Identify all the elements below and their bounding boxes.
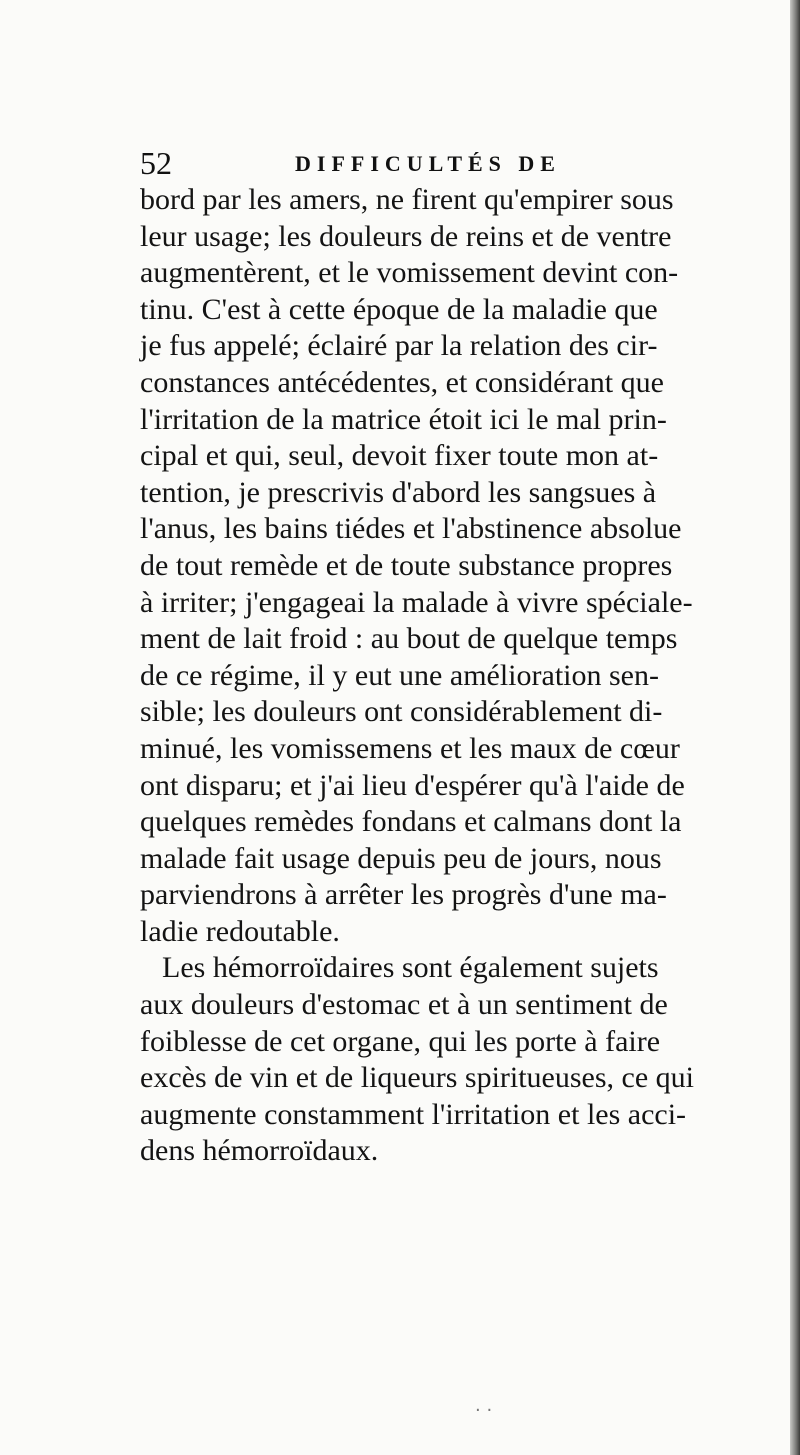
- text-line: cipal et qui, seul, devoit fixer toute mon at-: [140, 439, 659, 473]
- text-line: tention, je prescrivis d'abord les sangsues à: [140, 475, 657, 509]
- text-line: tinu. C'est à cette époque de la maladie que: [140, 292, 658, 326]
- page-number: 52: [140, 145, 172, 181]
- text-line: ment de lait froid : au bout de quelque temps: [140, 622, 678, 656]
- text-line: augmentèrent, et le vomissement devint con-: [140, 256, 679, 290]
- text-line: de ce régime, il y eut une amélioration sen-: [140, 658, 659, 692]
- text-line: excès de vin et de liqueurs spiritueuses, ce qui: [140, 1061, 695, 1095]
- text-line: aux douleurs d'estomac et à un sentiment de: [140, 988, 668, 1022]
- text-line: à irriter; j'engageai la malade à vivre spéciale-: [140, 585, 693, 619]
- running-head: DIFFICULTÉS DE: [295, 151, 561, 176]
- text-line: malade fait usage depuis peu de jours, nous: [140, 841, 662, 875]
- text-line: je fus appelé; éclairé par la relation des cir-: [140, 329, 658, 363]
- text-line: ont disparu; et j'ai lieu d'espérer qu'à l'aide de: [140, 768, 685, 802]
- text-line: bord par les amers, ne firent qu'empirer sous: [140, 183, 674, 216]
- page-edge-shadow: [790, 0, 800, 1455]
- text-line: l'anus, les bains tiédes et l'abstinence absolue: [140, 512, 682, 546]
- text-line: ladie redoutable.: [140, 914, 340, 948]
- text-line: Les hémorroïdaires sont également sujets: [162, 951, 659, 985]
- text-line: augmente constamment l'irritation et les acci-: [140, 1097, 687, 1131]
- text-line: parviendrons à arrêter les progrès d'une ma-: [140, 878, 667, 912]
- body-text: [140, 182, 695, 1170]
- print-specks: · ·: [475, 1400, 493, 1421]
- text-line: foiblesse de cet organe, qui les porte à faire: [140, 1024, 661, 1058]
- text-line: constances antécédentes, et considérant que: [140, 365, 664, 399]
- text-line: dens hémorroïdaux.: [140, 1134, 379, 1168]
- text-line: sible; les douleurs ont considérablement di-: [140, 695, 663, 729]
- text-line: leur usage; les douleurs de reins et de ventre: [140, 219, 672, 253]
- text-line: de tout remède et de toute substance propres: [140, 548, 673, 582]
- text-line: l'irritation de la matrice étoit ici le mal prin-: [140, 402, 667, 436]
- page-header: [140, 146, 640, 186]
- text-line: minué, les vomissemens et les maux de cœur: [140, 731, 680, 765]
- text-line: quelques remèdes fondans et calmans dont la: [140, 805, 682, 839]
